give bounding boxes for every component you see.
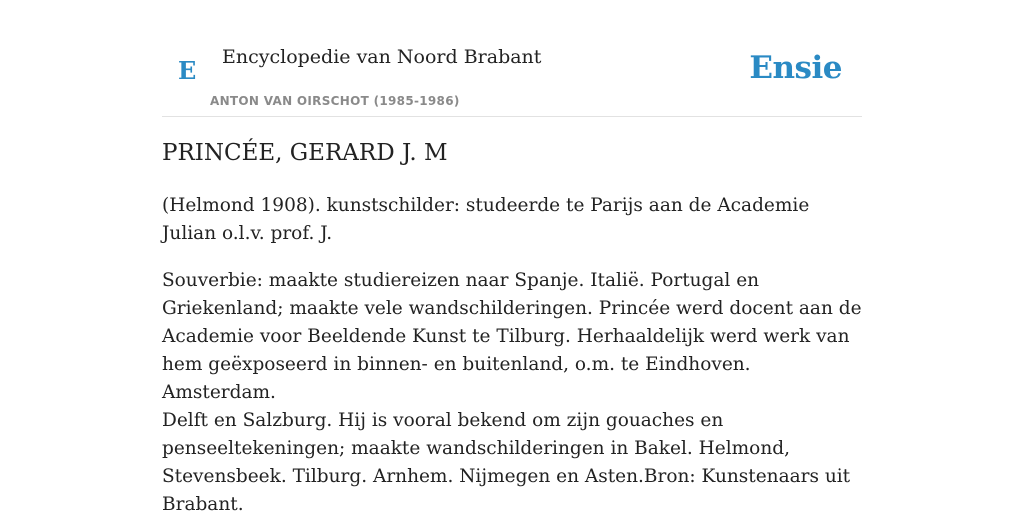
entry-paragraph-2: Souverbie: maakte studiereizen naar Spanje. Italië. Portugal en Griekenland; maakte vele wandschilderingen. Princée werd docent aan de Academie voor Beeldende Kunst te Tilburg. Herhaaldelijk werd werk van hem geëxposeerd in binnen- en buitenland, o.m. te Eindhoven. Amsterdam. xyxy=(162,270,862,403)
entry-paragraph-3: Delft en Salzburg. Hij is vooral bekend om zijn gouaches en penseeltekeningen; maakte wandschilderingen in Bakel. Helmond, Stevensbeek. Tilburg. Arnhem. Nijmegen en Asten.Bron: Kunstenaars uit Brabant. xyxy=(162,410,851,515)
entry-card xyxy=(162,0,862,515)
ensie-brand-logo[interactable]: Ensie xyxy=(749,50,842,86)
book-author: ANTON VAN OIRSCHOT (1985-1986) xyxy=(210,94,460,108)
encyclopedia-logo[interactable]: E xyxy=(178,56,197,85)
page-header xyxy=(162,0,862,117)
entry-paragraph-1: (Helmond 1908). kunstschilder: studeerde te Parijs aan de Academie Julian o.l.v. prof. J. xyxy=(162,195,810,244)
book-title[interactable]: Encyclopedie van Noord Brabant xyxy=(222,46,542,68)
entry-title: PRINCÉE, GERARD J. M xyxy=(162,140,448,166)
